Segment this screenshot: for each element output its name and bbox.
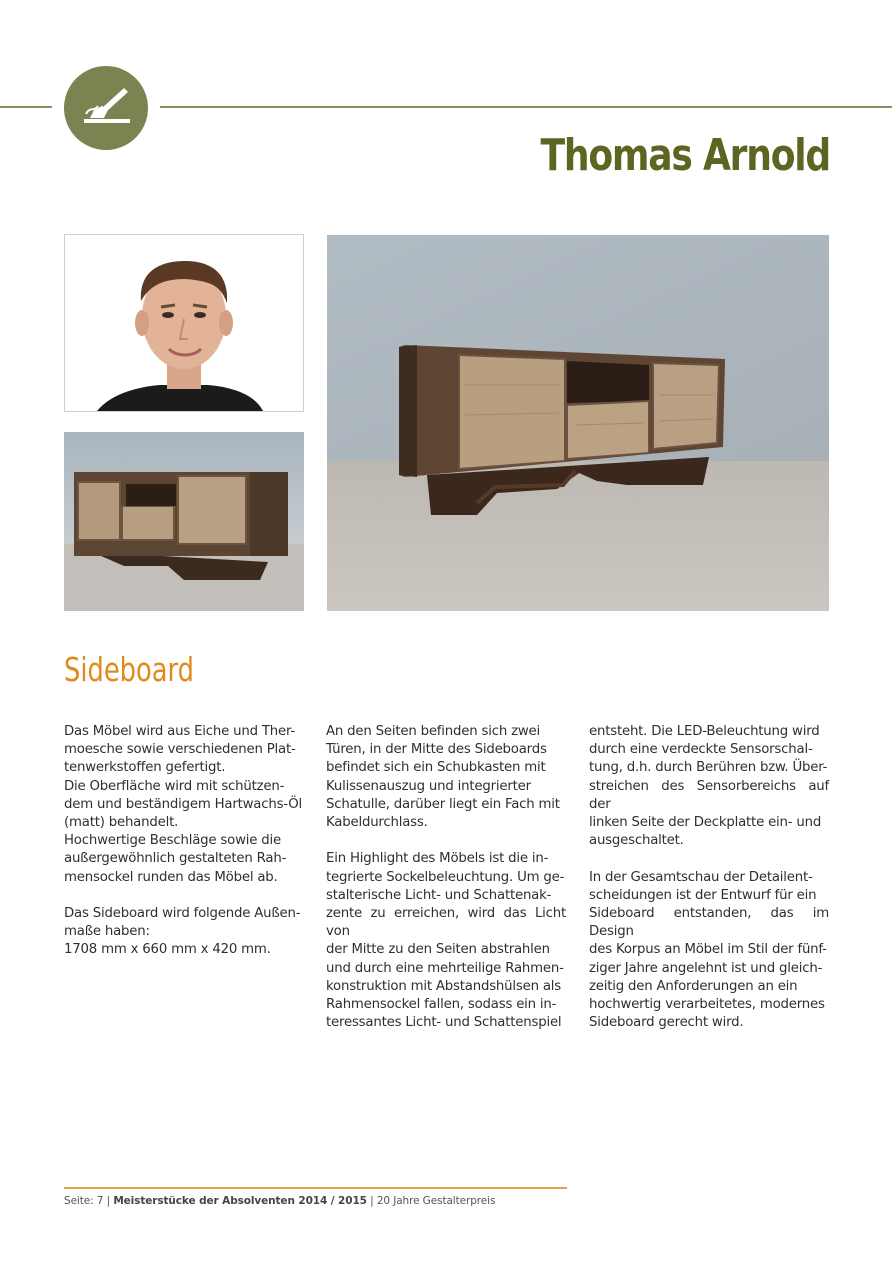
- text-line: und durch eine mehrteilige Rahmen-: [326, 960, 564, 976]
- footer-publication: Meisterstücke der Absolventen 2014 / 2015: [113, 1195, 367, 1207]
- text-line: tenwerkstoffen gefertigt.: [64, 760, 226, 776]
- text-line: Hochwertige Beschläge sowie die: [64, 833, 281, 849]
- text-line: Das Möbel wird aus Eiche und Ther-: [64, 724, 295, 739]
- text-line: Die Oberfläche wird mit schützen-: [64, 778, 285, 794]
- text-line: ziger Jahre angelehnt ist und gleich-: [589, 960, 823, 976]
- text-line: tegrierte Sockelbeleuchtung. Um ge-: [326, 869, 565, 885]
- text-line: Sideboard gerecht wird.: [589, 1015, 744, 1031]
- text-line: teressantes Licht- und Schattenspiel: [326, 1015, 562, 1031]
- text-line: zeitig den Anforderungen an ein: [589, 978, 798, 994]
- text-line: mensockel runden das Möbel ab.: [64, 869, 278, 885]
- text-line: linken Seite der Deckplatte ein- und: [589, 815, 822, 831]
- text-line: streichen des Sensorbereichs auf der: [589, 778, 829, 812]
- text-line: (matt) behandelt.: [64, 815, 179, 831]
- text-line: entsteht. Die LED-Beleuchtung wird: [589, 724, 820, 739]
- header-rule-right: [160, 106, 892, 108]
- text-line: konstruktion mit Abstandshülsen als: [326, 978, 562, 994]
- text-line: Kulissenauszug und integrierter: [326, 778, 531, 794]
- text-line: Kabeldurchlass.: [326, 815, 428, 831]
- text-line: tung, d.h. durch Berühren bzw. Über-: [589, 760, 828, 776]
- paragraph-gap: [589, 850, 829, 868]
- page-footer: [64, 1195, 495, 1207]
- header-rule-left: [0, 106, 52, 108]
- text-column-1: [64, 723, 304, 960]
- paragraph-gap: [64, 887, 304, 905]
- text-line: scheidungen ist der Entwurf für ein: [589, 887, 817, 903]
- text-line: In der Gesamtschau der Detailent-: [589, 869, 813, 885]
- text-column-3: [589, 723, 829, 1032]
- text-line: maße haben:: [64, 924, 150, 940]
- sideboard-photo-angled: [327, 235, 829, 611]
- plane-tool-icon: [64, 66, 148, 150]
- text-line: moesche sowie verschiedenen Plat-: [64, 742, 296, 758]
- paragraph-gap: [326, 832, 566, 850]
- sideboard-photo-front: [64, 432, 304, 611]
- text-line: befindet sich ein Schubkasten mit: [326, 760, 546, 776]
- text-line: Schatulle, darüber liegt ein Fach mit: [326, 796, 560, 812]
- section-title: Sideboard: [64, 650, 195, 689]
- portrait-photo: [64, 234, 304, 412]
- page-title: Thomas Arnold: [540, 130, 830, 181]
- text-line: durch eine verdeckte Sensorschal-: [589, 742, 813, 758]
- text-line: außergewöhnlich gestalteten Rah-: [64, 851, 287, 867]
- text-line: Das Sideboard wird folgende Außen-: [64, 906, 301, 922]
- text-line: dem und beständigem Hartwachs-Öl: [64, 796, 303, 812]
- text-line: der Mitte zu den Seiten abstrahlen: [326, 942, 550, 958]
- footer-page-number: Seite: 7 |: [64, 1195, 111, 1207]
- footer-rule: [64, 1187, 567, 1189]
- text-column-2: [326, 723, 566, 1032]
- text-line: ausgeschaltet.: [589, 833, 684, 849]
- text-line: 1708 mm x 660 mm x 420 mm.: [64, 942, 271, 958]
- text-line: An den Seiten befinden sich zwei: [326, 724, 541, 739]
- text-line: stalterische Licht- und Schattenak-: [326, 887, 552, 903]
- text-line: Türen, in der Mitte des Sideboards: [326, 742, 547, 758]
- text-line: hochwertig verarbeitetes, modernes: [589, 997, 825, 1013]
- text-line: Rahmensockel fallen, sodass ein in-: [326, 997, 557, 1013]
- text-line: Sideboard entstanden, das im Design: [589, 906, 829, 940]
- footer-suffix: | 20 Jahre Gestalterpreis: [370, 1195, 496, 1207]
- text-line: zente zu erreichen, wird das Licht von: [326, 906, 566, 940]
- text-line: Ein Highlight des Möbels ist die in-: [326, 851, 549, 867]
- text-line: des Korpus an Möbel im Stil der fünf-: [589, 942, 827, 958]
